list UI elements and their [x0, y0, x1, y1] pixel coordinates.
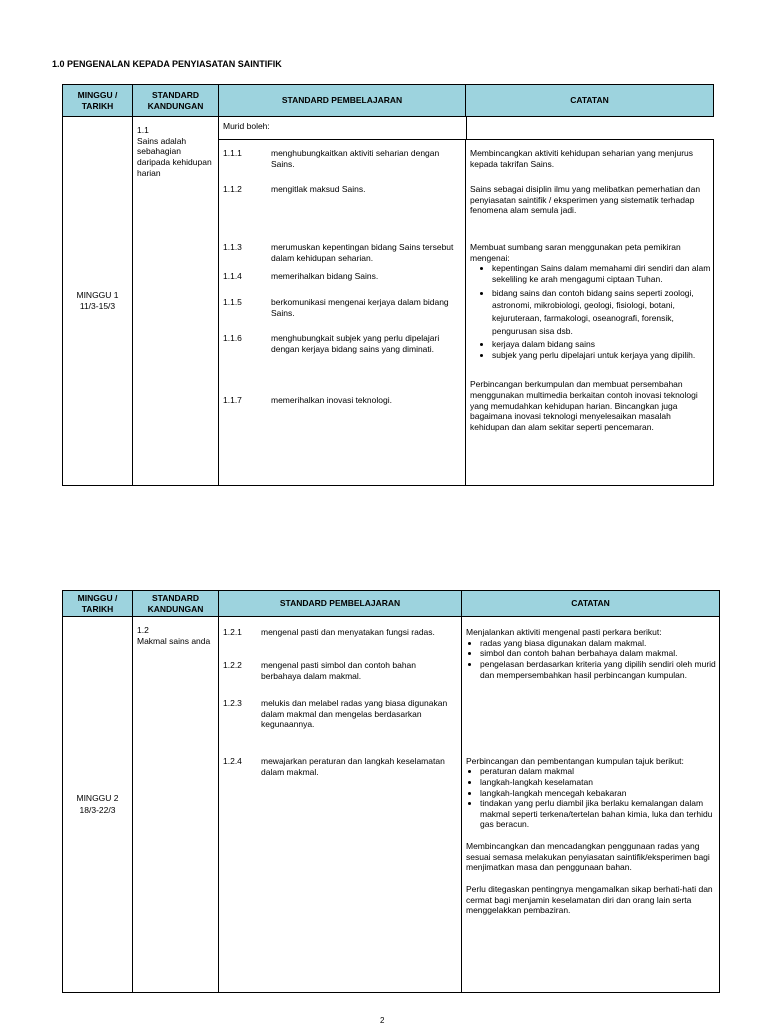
sp-item: 1.2.2 mengenal pasti simbol dan contoh bahan berbahaya dalam makmal. [223, 660, 416, 681]
sp-item: 1.1.6 menghubungkait subjek yang perlu dipelajari dengan kerjaya bidang sains yang diminati. [223, 333, 440, 354]
scheme-table-week-1 [62, 84, 714, 486]
catatan-cell: Menjalankan aktiviti mengenal pasti perkara berikut: • radas yang biasa digunakan dalam makmal. • simbol dan contoh bahan berbahaya dalam makmal. • pengelasan berdasarkan kriteria yang dipilih sendiri oleh murid dan mempersembahkan hasil perbincangan kumpulan. Perbincangan dan pembentangan kumpulan tajuk berikut: • peraturan dalam makmal • langkah-langkah keselamatan • langkah-langkah mencegah kebakaran • tindakan yang perlu diambil jika berlaku kemalangan dalam makmal seperti terkena/tertelan bahan kimia, luka dan terhidu gas beracun. Membincangkan dan mencadangkan penggunaan radas yang sesuai semasa melakukan penyiasatan saintifik/eksperimen bagi menjimatkan masa dan penggunaan bahan. Perlu ditegaskan pentingnya mengamalkan sikap berhati-hati dan cermat bagi menjamin keselamatan diri dan orang lain serta menggelakkan pembaziran. [462, 617, 720, 993]
header-standard-kandungan: STANDARD KANDUNGAN [133, 85, 219, 117]
sp-item: 1.1.2 mengitlak maksud Sains. [223, 184, 366, 194]
sp-item: 1.1.4 memerihalkan bidang Sains. [223, 271, 379, 281]
header-standard-pembelajaran: STANDARD PEMBELAJARAN [219, 591, 462, 617]
week-cell: MINGGU 1 11/3-15/3 [63, 117, 133, 486]
standard-kandungan-cell: 1.1 Sains adalah sebahagian daripada kehidupan harian [133, 117, 219, 486]
page-number: 2 [380, 1016, 385, 1025]
catatan-bullet-list: • peraturan dalam makmal • langkah-langkah keselamatan • langkah-langkah mencegah kebakaran • tindakan yang perlu diambil jika berlaku kemalangan dalam makmal seperti terkena/tertelan bahan kimia, luka dan terhidu gas beracun. [466, 766, 719, 830]
header-standard-pembelajaran: STANDARD PEMBELAJARAN [219, 85, 466, 117]
sp-item: 1.1.7 memerihalkan inovasi teknologi. [223, 395, 392, 405]
header-catatan: CATATAN [462, 591, 720, 617]
catatan-bullet-list: • radas yang biasa digunakan dalam makmal. • simbol dan contoh bahan berbahaya dalam makmal. • pengelasan berdasarkan kriteria yang dipilih sendiri oleh murid dan mempersembahkan hasil perbincangan kumpulan. [466, 638, 719, 756]
sp-item: 1.1.3 merumuskan kepentingan bidang Sains tersebut dalam kehidupan seharian. [223, 242, 454, 263]
week-cell: MINGGU 2 18/3-22/3 [63, 617, 133, 993]
scheme-table-week-2 [62, 590, 720, 993]
standard-pembelajaran-cell [219, 617, 462, 993]
section-title: 1.0 PENGENALAN KEPADA PENYIASATAN SAINTIFIK [52, 59, 282, 69]
catatan-bullet-list: • kepentingan Sains dalam memahami diri sendiri dan alam sekeliling ke arah mengagumi ciptaan Tuhan. • bidang sains dan contoh bidang sains seperti zoologi, astronomi, mikrobiologi, geologi, fisiologi, botani, kejuruteraan, farmakologi, oseanografi, forensik, pengurusan sisa dsb. • kerjaya dalam bidang sains • subjek yang perlu dipelajari untuk kerjaya yang dipilih. [470, 263, 713, 369]
murid-boleh-cell: Murid boleh: [219, 117, 714, 140]
sp-item: 1.1.1 menghubungkaitkan aktiviti seharian dengan Sains. [223, 148, 440, 169]
sp-item: 1.1.5 berkomunikasi mengenai kerjaya dalam bidang Sains. [223, 297, 449, 318]
sp-item: 1.2.1 mengenal pasti dan menyatakan fungsi radas. [223, 627, 435, 637]
sp-item: 1.2.3 melukis dan melabel radas yang biasa digunakan dalam makmal dan mengelas berdasarkan kegunaannya. [223, 698, 448, 730]
catatan-cell: Membincangkan aktiviti kehidupan seharian yang menjurus kepada takrifan Sains. Sains sebagai disiplin ilmu yang melibatkan pemerhatian dan penyiasatan saintifik / eksperimen yang sistematik terhadap fenomena alam semula jadi. Membuat sumbang saran menggunakan peta pemikiran mengenai: • kepentingan Sains dalam memahami diri sendiri dan alam sekeliling ke arah mengagumi ciptaan Tuhan. • bidang sains dan contoh bidang sains seperti zoologi, astronomi, mikrobiologi, geologi, fisiologi, botani, kejuruteraan, farmakologi, oseanografi, forensik, pengurusan sisa dsb. • kerjaya dalam bidang sains • subjek yang perlu dipelajari untuk kerjaya yang dipilih. Perbincangan berkumpulan dan membuat persembahan menggunakan multimedia berkaitan contoh inovasi teknologi yang memudahkan kehidupan harian. Bincangkan juga bagaimana inovasi teknologi menyelesaikan masalah kehidupan dan alam sekitar seperti pencemaran. [466, 140, 714, 486]
table-header-row [63, 85, 714, 117]
standard-pembelajaran-cell [219, 140, 466, 486]
header-standard-kandungan: STANDARD KANDUNGAN [133, 591, 219, 617]
header-week: MINGGU / TARIKH [63, 85, 133, 117]
header-catatan: CATATAN [466, 85, 714, 117]
table-header-row [63, 591, 720, 617]
sp-item: 1.2.4 mewajarkan peraturan dan langkah keselamatan dalam makmal. [223, 756, 445, 777]
header-week: MINGGU / TARIKH [63, 591, 133, 617]
standard-kandungan-cell: 1.2 Makmal sains anda [133, 617, 219, 993]
